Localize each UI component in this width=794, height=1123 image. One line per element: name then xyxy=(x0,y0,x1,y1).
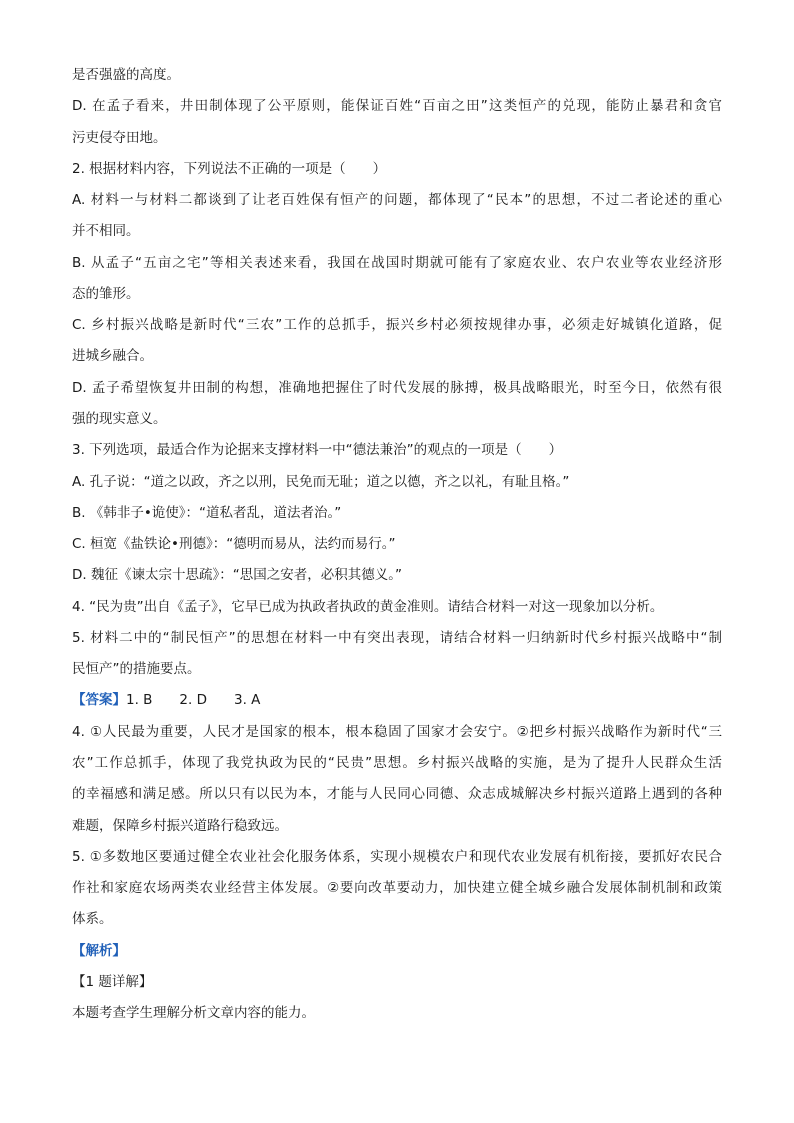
text-line: A. 孔子说：“道之以政，齐之以刑，民免而无耻；道之以德，齐之以礼，有耻且格。” xyxy=(72,473,570,490)
text-line: C. 桓宽《盐铁论•刑德》：“德明而易从，法约而易行。” xyxy=(72,536,396,552)
text-line: 并不相同。 xyxy=(72,223,140,240)
text-line: 5. ①多数地区要通过健全农业社会化服务体系，实现小规模农户和现代农业发展有机衔接，要抓好农民合 xyxy=(72,848,722,865)
text-line: B. 《韩非子•诡使》：“道私者乱，道法者治。” xyxy=(72,504,342,521)
text-line: D. 在孟子看来，井田制体现了公平原则，能保证百姓“百亩之田”这类恒产的兑现，能防止暴君和贪官 xyxy=(72,98,722,115)
text-line: D. 魏征《谏太宗十思疏》：“思国之安者，必积其德义。” xyxy=(72,567,402,584)
text-line: 5. 材料二中的“制民恒产”的思想在材料一中有突出表现，请结合材料一归纳新时代乡村振兴战略中“制 xyxy=(72,629,722,646)
text-line: 态的雏形。 xyxy=(72,285,140,302)
text-line: 难题，保障乡村振兴道路行稳致远。 xyxy=(72,817,288,834)
text-line: 强的现实意义。 xyxy=(72,411,167,427)
text-line: 污吏侵夺田地。 xyxy=(72,129,167,146)
labeled-line xyxy=(72,690,722,710)
text-line: 4. “民为贵”出自《孟子》，它早已成为执政者执政的黄金准则。请结合材料一对这一现象加以分析。 xyxy=(72,598,664,615)
labeled-line xyxy=(72,941,722,961)
text-line: B. 从孟子“五亩之宅”等相关表述来看，我国在战国时期就可能有了家庭农业、农户农业等农业经济形 xyxy=(72,254,722,271)
text-line: 4. ①人民最为重要，人民才是国家的根本，根本稳固了国家才会安宁。②把乡村振兴战略作为新时代“三 xyxy=(72,723,722,740)
text-line: 作社和家庭农场两类农业经营主体发展。②要向改革要动力，加快建立健全城乡融合发展体制机制和政策 xyxy=(72,880,722,896)
text-line: 【1 题详解】 xyxy=(72,973,153,990)
section-label: 【解析】 xyxy=(72,942,126,959)
text-line: A. 材料一与材料二都谈到了让老百姓保有恒产的问题，都体现了“民本”的思想，不过二者论述的重心 xyxy=(72,192,722,209)
text-line: D. 孟子希望恢复井田制的构想，准确地把握住了时代发展的脉搏，极具战略眼光，时至今日，依然有很 xyxy=(72,379,722,396)
text-line: C. 乡村振兴战略是新时代“三农”工作的总抓手，振兴乡村必须按规律办事，必须走好城镇化道路，促 xyxy=(72,317,722,334)
text-line: 进城乡融合。 xyxy=(72,348,153,365)
text-line: 本题考查学生理解分析文章内容的能力。 xyxy=(72,1005,315,1022)
text-line: 农”工作总抓手，体现了我党执政为民的“民贵”思想。乡村振兴战略的实施，是为了提升人民群众生活 xyxy=(72,754,722,771)
text-line: 体系。 xyxy=(72,911,113,928)
text-line: 民恒产”的措施要点。 xyxy=(72,661,201,678)
text-line: 是否强盛的高度。 xyxy=(72,67,180,83)
answer-text: 1. B 2. D 3. A xyxy=(126,692,261,709)
text-line: 3. 下列选项，最适合作为论据来支撑材料一中“德法兼治”的观点的一项是（ ） xyxy=(72,442,563,459)
section-label: 【答案】 xyxy=(72,692,126,709)
text-line: 2. 根据材料内容，下列说法不正确的一项是（ ） xyxy=(72,160,387,177)
text-line: 的幸福感和满足感。所以只有以民为本，才能与人民同心同德、众志成城解决乡村振兴道路上遇到的各种 xyxy=(72,786,722,803)
